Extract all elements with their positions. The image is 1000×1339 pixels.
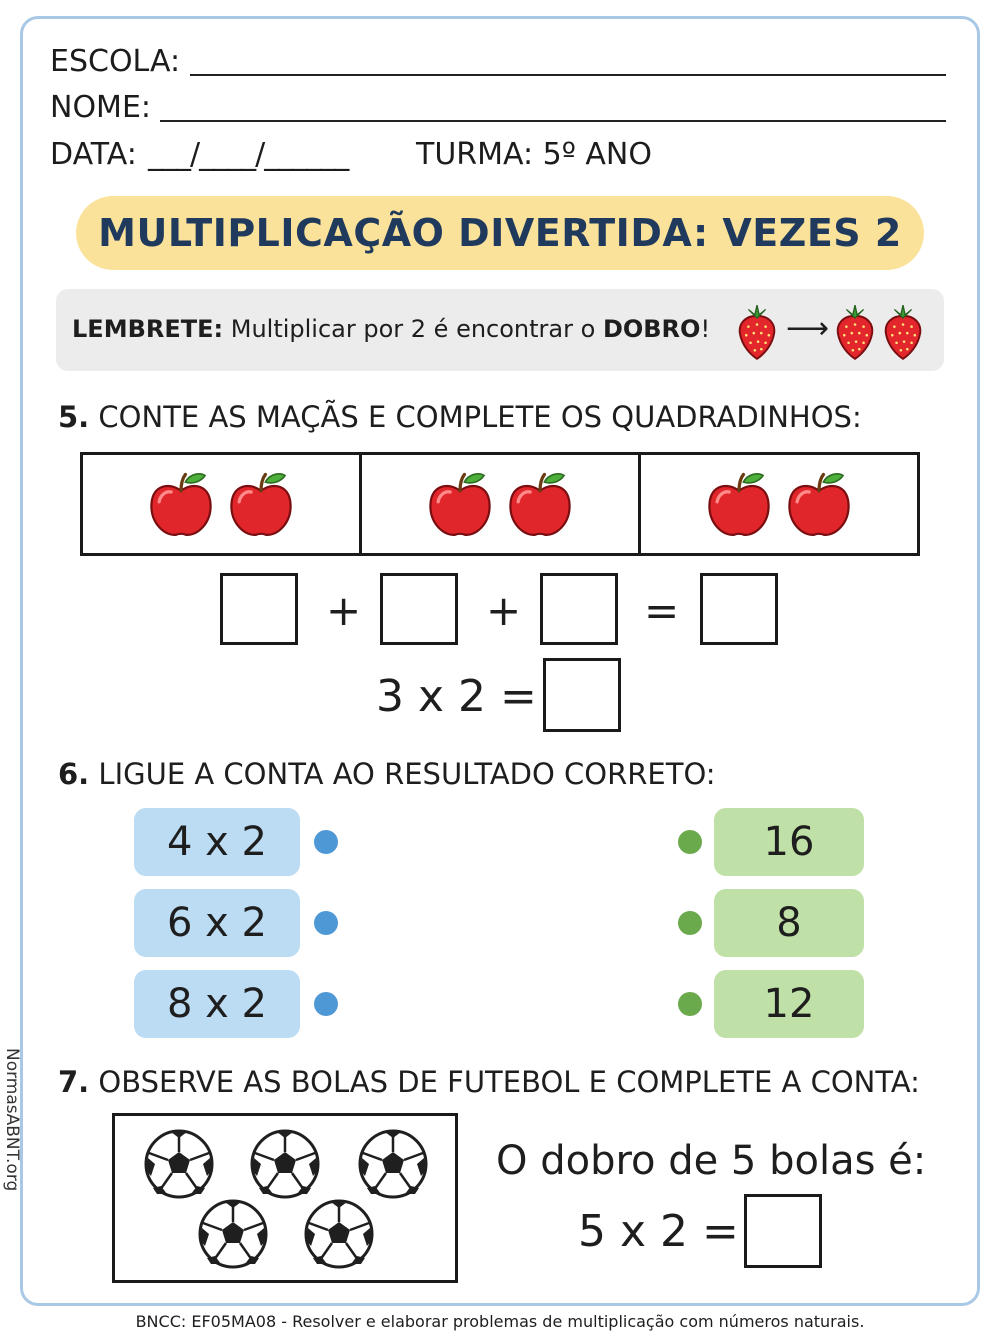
reminder-text — [72, 315, 710, 343]
strawberry-icon — [734, 303, 780, 361]
answer-box-q7[interactable] — [744, 1194, 822, 1268]
operation-pill[interactable]: 4 x 2 — [134, 808, 300, 876]
reminder-end: ! — [700, 315, 711, 343]
operation-pill[interactable]: 6 x 2 — [134, 889, 300, 957]
reminder-label: LEMBRETE: — [72, 315, 224, 343]
apple-group — [83, 455, 359, 553]
operation-pill[interactable]: 8 x 2 — [134, 970, 300, 1038]
apple-icon — [784, 469, 854, 539]
q6-number: 6. — [58, 757, 90, 791]
answer-box-sum[interactable] — [700, 573, 778, 645]
soccer-ball-icon — [249, 1128, 321, 1200]
answer-box-3[interactable] — [540, 573, 618, 645]
bncc-footer: BNCC: EF05MA08 - Resolver e elaborar problemas de multiplicação com números naturais. — [135, 1312, 865, 1331]
q6-text: LIGUE A CONTA AO RESULTADO CORRETO: — [89, 757, 716, 791]
worksheet-title: MULTIPLICAÇÃO DIVERTIDA: VEZES 2 — [76, 196, 924, 270]
nome-label: NOME: — [50, 90, 152, 125]
connect-dot-left[interactable] — [314, 992, 338, 1016]
answer-box-product[interactable] — [543, 658, 621, 732]
reminder-box — [56, 289, 944, 371]
soccer-ball-icon — [197, 1198, 269, 1270]
q7-title — [58, 1065, 920, 1099]
data-label: DATA: — [50, 137, 137, 172]
data-blank[interactable]: ___/____/______ — [148, 137, 349, 172]
equals-sign: = — [644, 586, 680, 635]
soccer-ball-icon — [143, 1128, 215, 1200]
q7-number: 7. — [58, 1065, 90, 1099]
plus-sign: + — [326, 586, 362, 635]
q7-text: OBSERVE AS BOLAS DE FUTEBOL E COMPLETE A CONTA: — [89, 1065, 920, 1099]
answer-box-1[interactable] — [220, 573, 298, 645]
soccer-ball-icon — [357, 1128, 429, 1200]
result-pill[interactable]: 16 — [714, 808, 864, 876]
reminder-bold-word: DOBRO — [602, 315, 701, 343]
connect-dot-right[interactable] — [678, 830, 702, 854]
apple-group — [638, 455, 917, 553]
apple-icon — [226, 469, 296, 539]
answer-box-2[interactable] — [380, 573, 458, 645]
nome-line[interactable] — [160, 120, 946, 122]
q7-equation: 5 x 2 = — [578, 1206, 739, 1257]
connect-dot-right[interactable] — [678, 992, 702, 1016]
escola-line[interactable] — [190, 74, 946, 76]
reminder-arrow: ⟶ — [786, 311, 830, 346]
connect-dot-left[interactable] — [314, 911, 338, 935]
strawberry-icon — [880, 303, 926, 361]
escola-label: ESCOLA: — [50, 44, 181, 79]
watermark: NormasABNT.org — [2, 1048, 22, 1192]
result-pill[interactable]: 8 — [714, 889, 864, 957]
q5-text: CONTE AS MAÇÃS E COMPLETE OS QUADRADINHOS: — [89, 400, 862, 434]
soccer-ball-icon — [303, 1198, 375, 1270]
connect-dot-right[interactable] — [678, 911, 702, 935]
q5-title — [58, 400, 862, 434]
apple-groups-table — [80, 452, 920, 556]
connect-dot-left[interactable] — [314, 830, 338, 854]
apple-icon — [505, 469, 575, 539]
result-pill[interactable]: 12 — [714, 970, 864, 1038]
strawberry-icon — [832, 303, 878, 361]
plus-sign: + — [486, 586, 522, 635]
soccer-balls-box — [112, 1113, 458, 1283]
apple-icon — [704, 469, 774, 539]
turma-label: TURMA: 5º ANO — [416, 137, 652, 172]
reminder-body: Multiplicar por 2 é encontrar o — [223, 315, 603, 343]
apple-group — [359, 455, 638, 553]
apple-icon — [146, 469, 216, 539]
q6-title — [58, 757, 716, 791]
q7-prompt: O dobro de 5 bolas é: — [496, 1138, 927, 1184]
q5-number: 5. — [58, 400, 90, 434]
apple-icon — [425, 469, 495, 539]
q5-equation: 3 x 2 = — [376, 671, 537, 722]
